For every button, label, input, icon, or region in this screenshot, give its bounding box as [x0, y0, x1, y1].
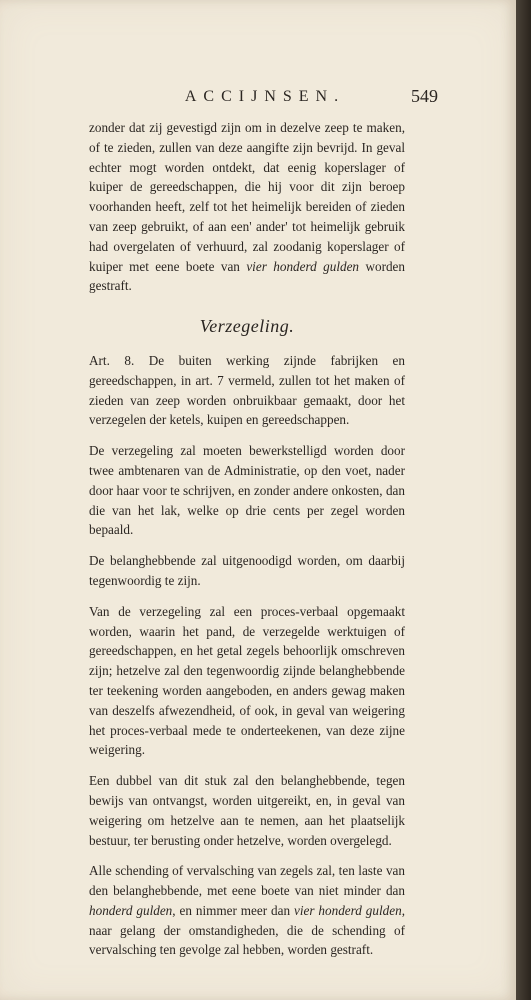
- italic-amount: vier honderd gulden: [246, 258, 360, 274]
- page-body: [89, 118, 405, 971]
- paragraph: De verzegeling zal moeten bewerkstelligd worden door twee ambtenaren van de Administratie, op den voet, nader door haar voor te schrijven, en zonder andere onkosten, dan die van het lak, welke op drie cents per zegel worden bepaald.: [89, 443, 405, 538]
- italic-amount: vier honderd gulden: [294, 902, 402, 918]
- paragraph-continuation: [89, 118, 405, 296]
- paragraph-text: zonder dat zij gevestigd zijn om in dezelve zeep te maken, of te zieden, zullen van deze aangifte zijn bevrijd. In geval echter mogt worden ontdekt, dat eenig koperslager of kuiper de gereedschappen, die hij voor dit zijn beroep voorhanden heeft, zelf tot het heimelijk bereiden of zieden van zeep gebruikt, of aan een' ander' tot heimelijk gebruik had overgelaten of verhuurd, zal zoodanig koperslager of kuiper met eene boete van: [89, 120, 405, 274]
- italic-amount: honderd gulden: [89, 902, 173, 918]
- section-heading: Verzegeling.: [199, 316, 295, 337]
- paragraph-article-8: Art. 8. De buiten werking zijnde fabrijken en gereedschappen, in art. 7 vermeld, zullen tot het maken of zieden van zeep worden onbruikbaar gemaakt, door het verzegelen der ketels, kuipen en gereedschappen.: [89, 352, 405, 428]
- paragraph-text: Alle schending of vervalsching van zegels zal, ten laste van den belanghebbende, met eene boete van niet minder dan: [89, 863, 405, 899]
- paragraph-text-end: worden gestraft.: [89, 258, 406, 294]
- running-title: ACCIJNSEN.: [184, 88, 346, 105]
- paragraph-penalty: [89, 861, 405, 960]
- page-number: 549: [411, 86, 438, 106]
- paragraph: Van de verzegeling zal een proces-verbaal opgemaakt worden, waarin het pand, de verzegelde werktuigen of gereedschappen, en het getal zegels behoorlijk omschreven zijn; hetzelve zal den tegenwoordig zijnde belanghebbende ter teekening worden aangeboden, en anders gewag maken van deszelfs afwezendheid, of ook, in geval van weigering het proces-verbaal mede te onderteekenen, van deze zijne weigering.: [89, 603, 405, 758]
- paragraph: De belanghebbende zal uitgenoodigd worden, om daarbij tegenwoordig te zijn.: [89, 553, 405, 588]
- book-spine-edge: [516, 0, 531, 1000]
- paragraph-text: , en nimmer meer dan: [172, 902, 295, 918]
- paragraph: Een dubbel van dit stuk zal den belanghebbende, tegen bewijs van ontvangst, worden uitgereikt, en, in geval van weigering om hetzelve aan te nemen, aan het plaatselijk bestuur, ter berusting onder hetzelve, worden overgelegd.: [89, 773, 405, 848]
- paragraph-text: , naar gelang der omstandigheden, die de schending of vervalsching ten gevolge zal hebben, worden gestraft.: [89, 902, 405, 958]
